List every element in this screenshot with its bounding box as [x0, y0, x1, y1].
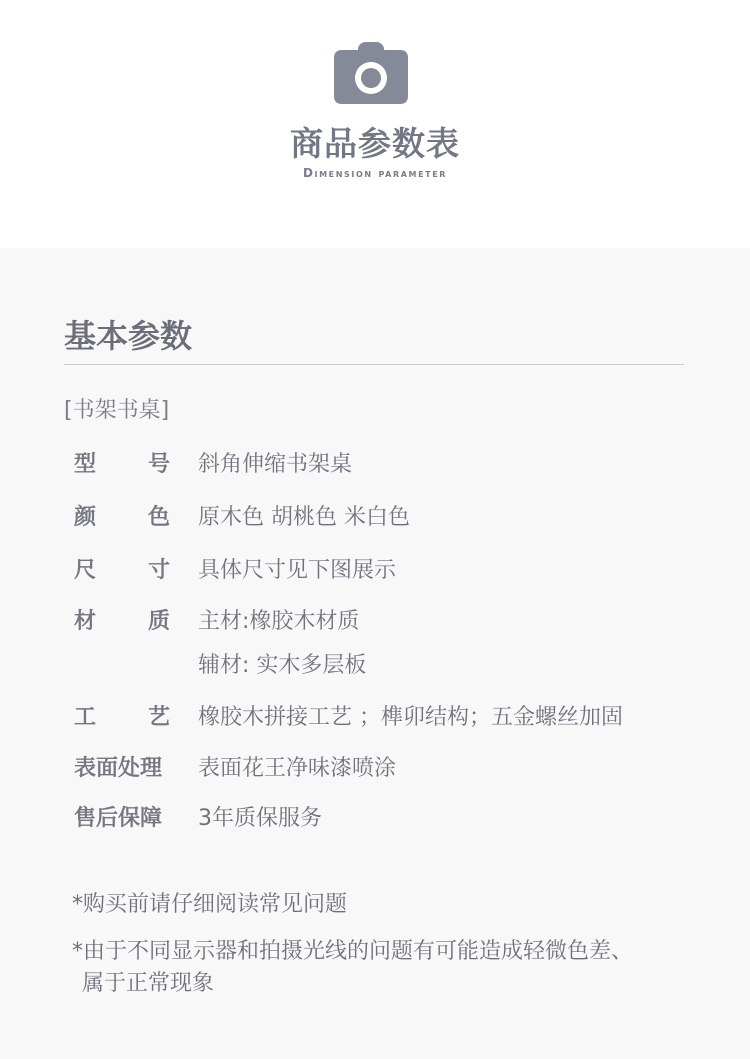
spec-value: 原木色 胡桃色 米白色 — [198, 505, 410, 530]
spec-label-char: 质 — [147, 609, 170, 634]
note-color-diff-cont: 属于正常现象 — [82, 971, 215, 996]
spec-label: 售后保障 — [74, 806, 163, 831]
spec-value: 斜角伸缩书架桌 — [198, 452, 353, 477]
spec-value: 主材:橡胶木材质 — [198, 609, 360, 634]
spec-label-char: 号 — [147, 452, 170, 477]
spec-label-char: 色 — [147, 505, 170, 530]
spec-label-char: 寸 — [147, 558, 170, 583]
spec-label-char: 颜 — [74, 505, 97, 530]
spec-value-secondary: 辅材: 实木多层板 — [198, 653, 367, 678]
page-subtitle: Dimension parameter — [302, 166, 448, 180]
spec-label-char: 材 — [74, 609, 97, 634]
spec-panel — [0, 248, 750, 1059]
spec-label: 表面处理 — [74, 756, 163, 781]
spec-label — [74, 503, 170, 533]
spec-label-char: 型 — [74, 452, 97, 477]
spec-label — [74, 607, 170, 637]
spec-label — [74, 556, 170, 586]
spec-value: 3年质保服务 — [198, 806, 322, 831]
header — [0, 0, 750, 248]
note-color-diff: *由于不同显示器和拍摄光线的问题有可能造成轻微色差、 — [72, 939, 634, 964]
page-title: 商品参数表 — [290, 124, 460, 163]
spec-label — [74, 450, 170, 480]
camera-icon — [334, 42, 408, 104]
section-title: 基本参数 — [64, 317, 193, 355]
note-faq: *购买前请仔细阅读常见问题 — [72, 892, 348, 917]
spec-label — [74, 703, 170, 733]
category-label: [书架书桌] — [64, 398, 170, 423]
spec-label-char: 工 — [74, 705, 97, 730]
spec-value: 橡胶木拼接工艺 ；榫卯结构；五金螺丝加固 — [198, 705, 623, 730]
divider — [64, 364, 684, 365]
spec-label-char: 尺 — [74, 558, 97, 583]
spec-label-char: 艺 — [147, 705, 170, 730]
spec-value: 表面花王净味漆喷涂 — [198, 756, 397, 781]
spec-value: 具体尺寸见下图展示 — [198, 558, 397, 583]
